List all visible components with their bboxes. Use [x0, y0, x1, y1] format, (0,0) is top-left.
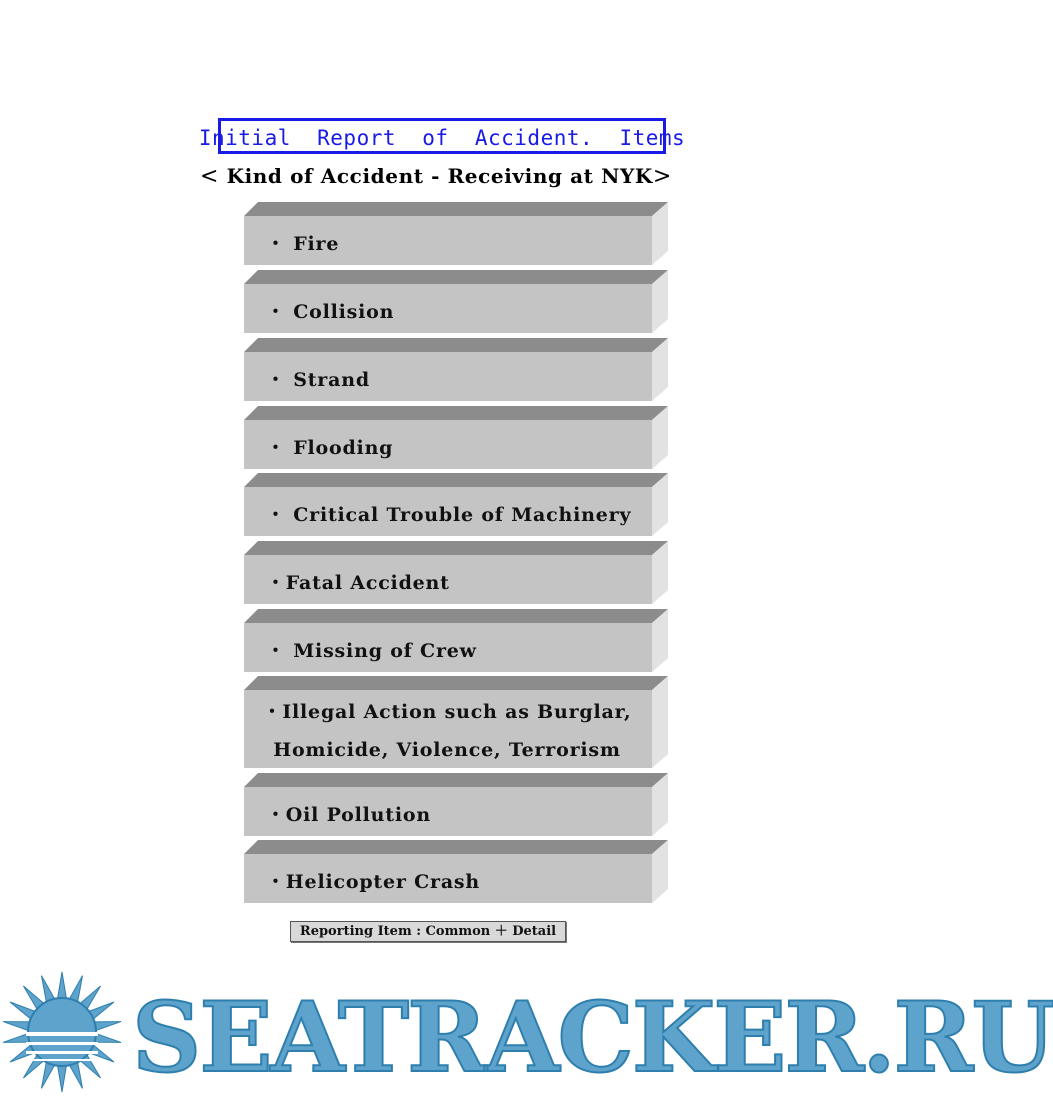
item-label: ・ Missing of Crew [266, 640, 477, 662]
list-item-fire [244, 202, 668, 265]
item-label: ・Helicopter Crash [266, 871, 481, 893]
list-item-illegal-action [244, 676, 668, 768]
item-label: ・Illegal Action such as Burglar, Homicide, Violence, Terrorism [262, 701, 632, 761]
item-label: ・ Flooding [266, 437, 394, 459]
list-item-helicopter-crash [244, 840, 668, 903]
item-label: ・ Fire [266, 233, 340, 255]
subtitle-text: Kind of Accident - Receiving at NYK [219, 164, 653, 188]
sun-icon [2, 972, 122, 1092]
page-title: Initial Report of Accident. Items [198, 126, 686, 150]
item-label: ・ Critical Trouble of Machinery [266, 504, 632, 526]
subtitle [200, 164, 672, 189]
list-item-strand [244, 338, 668, 401]
list-item-fatal-accident [244, 541, 668, 604]
reporting-item-note: Reporting Item : Common ＋ Detail [290, 921, 566, 942]
title-box [198, 118, 686, 154]
list-item-missing-crew [244, 609, 668, 672]
list-item-oil-pollution [244, 773, 668, 836]
list-item-flooding [244, 406, 668, 469]
logo-text: SEATRACKER.RU [132, 981, 1053, 1094]
list-item-collision [244, 270, 668, 333]
item-label: ・Fatal Accident [266, 572, 450, 594]
subtitle-right-bracket: > [652, 164, 672, 189]
item-label: ・ Collision [266, 301, 395, 323]
list-item-machinery [244, 473, 668, 536]
item-label: ・ Strand [266, 369, 370, 391]
item-label: ・Oil Pollution [266, 804, 431, 826]
subtitle-left-bracket: < [200, 164, 220, 189]
